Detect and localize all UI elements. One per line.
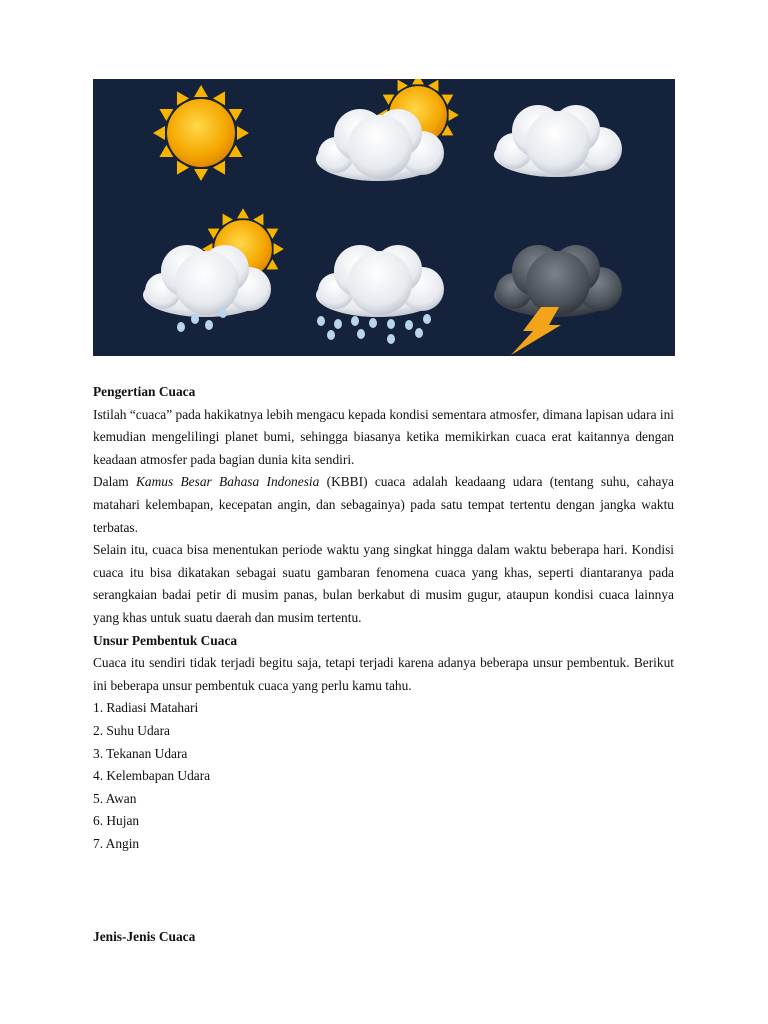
paragraph: Istilah “cuaca” pada hakikatnya lebih mengacu kepada kondisi sementara atmosfer, dimana lapisan udara ini kemudian mengelilingi planet bumi, sehingga biasanya ketika memikirkan cuaca erat kaitannya dengan keadaan atmosfer pada bagian dunia kita sendiri.: [93, 406, 674, 467]
paragraph: Cuaca itu sendiri tidak terjadi begitu saja, tetapi terjadi karena adanya beberapa unsur pembentuk. Berikut ini beberapa unsur pembentuk cuaca yang perlu kamu tahu.: [93, 655, 674, 693]
sun-cloud-rain-icon: [143, 208, 284, 332]
list-item: 2. Suhu Udara: [93, 722, 170, 738]
partly-cloudy-icon: [316, 79, 459, 181]
text-span: (KBBI) cuaca adalah keadaang udara (tentang suhu, cahaya matahari kelembapan, kecepatan angin, dan sebagainya) pada satu tempat tertentu dengan jangka waktu terbatas.: [93, 474, 674, 535]
text-span: Dalam: [93, 474, 136, 490]
list-item: 1. Radiasi Matahari: [93, 700, 199, 716]
unsur-list: [93, 697, 674, 855]
thunderstorm-icon: [494, 245, 622, 355]
list-item: 7. Angin: [93, 835, 140, 851]
paragraph-kbbi: [93, 471, 674, 539]
weather-icons-figure: [93, 79, 675, 356]
rain-cloud-icon: [316, 245, 444, 344]
sun-icon: [153, 85, 249, 181]
list-item: 6. Hujan: [93, 813, 140, 829]
italic-title: Kamus Besar Bahasa Indonesia: [136, 474, 320, 490]
paragraph: Selain itu, cuaca bisa menentukan periode waktu yang singkat hingga dalam waktu beberapa hari. Kondisi cuaca itu bisa dikatakan sebagai suatu gambaran fenomena cuaca yang khas, seperti diantaranya pada serangkaian badai petir di musim panas, bulan berkabut di musim gugur, ataupun kondisi cuaca lainnya yang khas untuk suatu daerah dan musim tertentu.: [93, 542, 674, 625]
section-heading-unsur: Unsur Pembentuk Cuaca: [93, 632, 238, 648]
section-heading-pengertian: Pengertian Cuaca: [93, 384, 196, 399]
section-heading-jenis: Jenis-Jenis Cuaca: [93, 929, 196, 944]
document-body: [93, 381, 674, 855]
list-item: 4. Kelembapan Udara: [93, 768, 211, 784]
cloud-icon: [494, 105, 622, 177]
list-item: 3. Tekanan Udara: [93, 745, 188, 761]
list-item: 5. Awan: [93, 790, 137, 806]
